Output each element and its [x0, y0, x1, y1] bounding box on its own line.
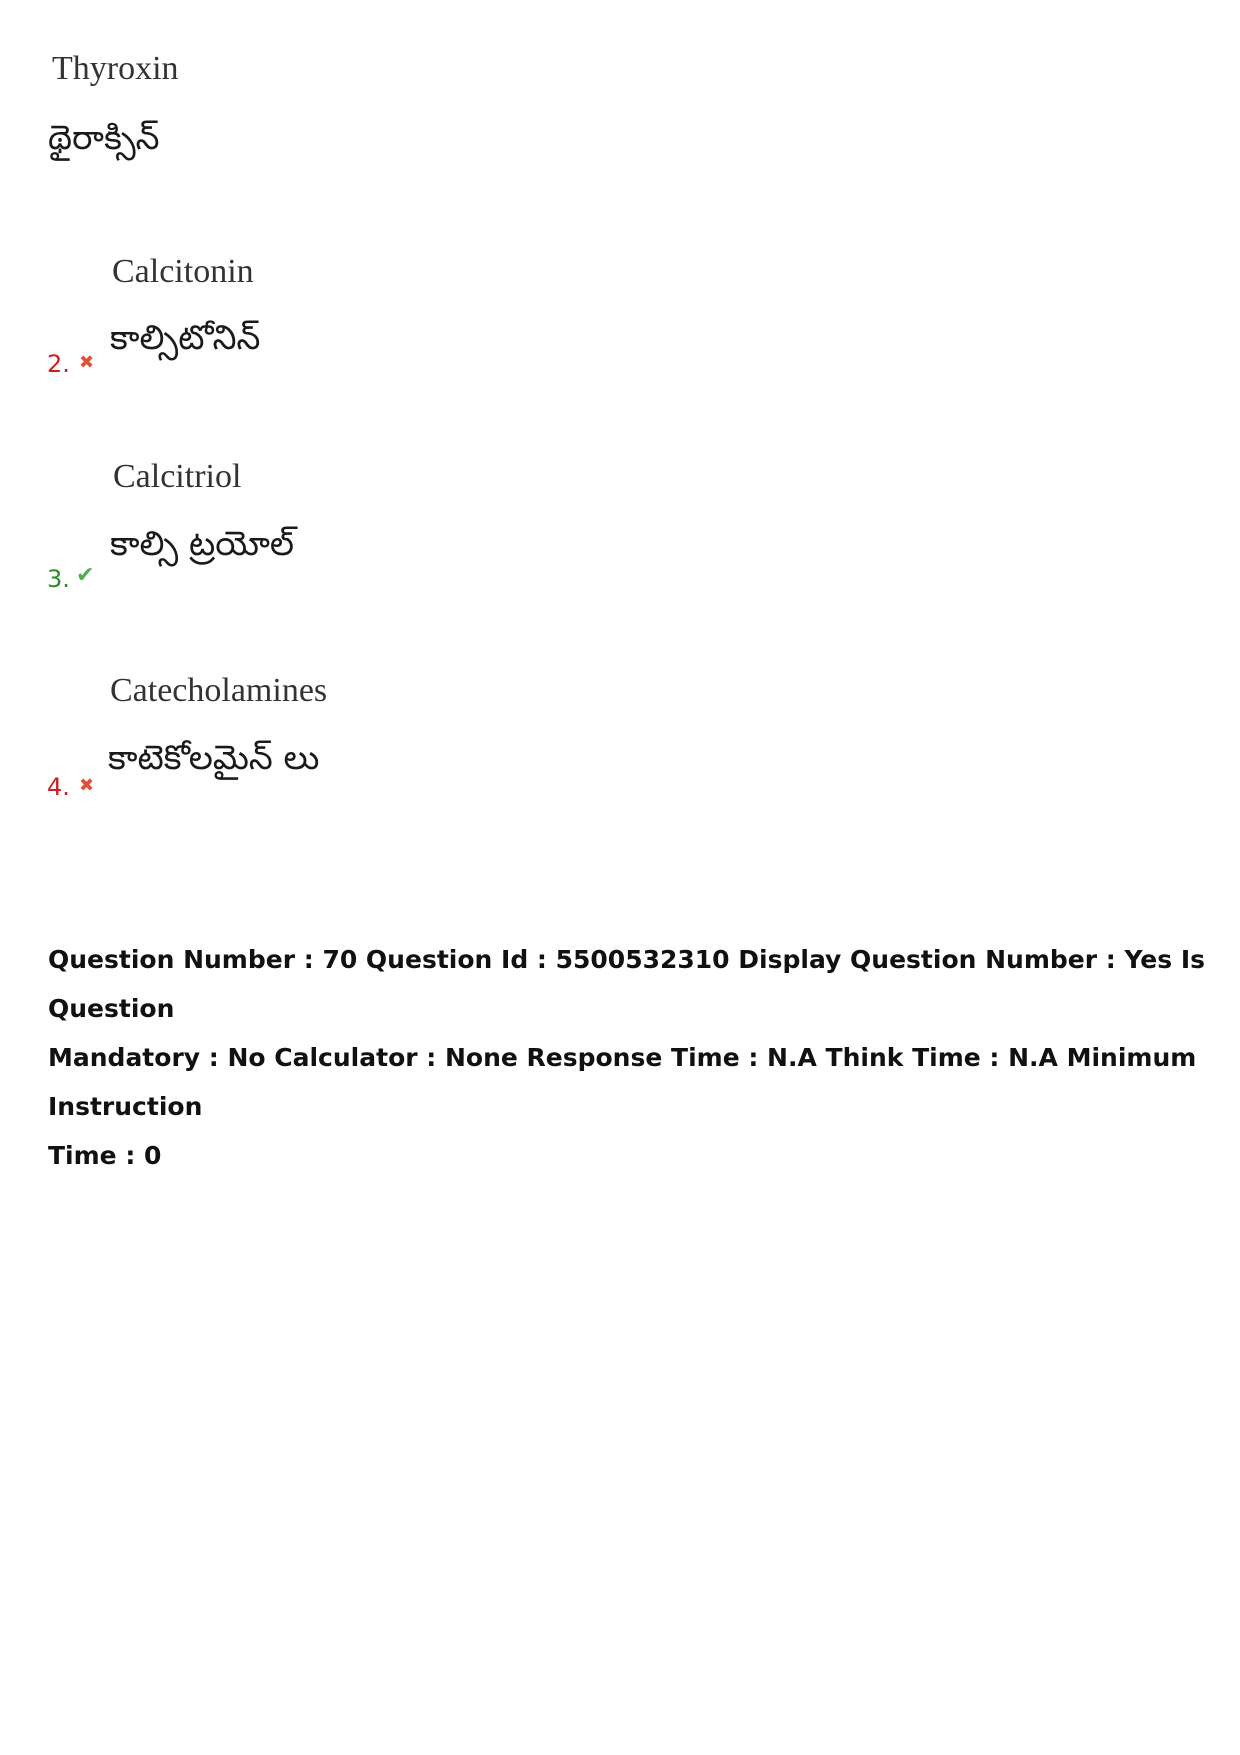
check-mark-icon: ✔: [76, 563, 95, 588]
wrong-mark-icon: ✖: [79, 352, 95, 373]
metadata-line: Question Number : 70 Question Id : 5500532310 Display Question Number : Yes Is Question: [48, 945, 1206, 1023]
option-telugu-text: థైరాక్సిన్: [48, 118, 160, 158]
option-english-text: Thyroxin: [52, 50, 179, 87]
option-number: 3.: [47, 565, 70, 593]
option-english-text: Calcitriol: [113, 458, 242, 495]
option-telugu-text: కాటెకోలమైన్ లు: [108, 738, 320, 778]
option-number: 4.: [47, 773, 70, 801]
option-telugu-text: కాల్సిటోనిన్: [110, 318, 261, 358]
metadata-line: Mandatory : No Calculator : None Response Time : N.A Think Time : N.A Minimum Instruction: [48, 1043, 1197, 1121]
option-telugu-text: కాల్సి ట్రయోల్: [110, 524, 295, 564]
question-metadata: [48, 935, 1218, 1180]
option-english-text: Catecholamines: [110, 672, 328, 709]
option-number: 2.: [47, 350, 70, 378]
wrong-mark-icon: ✖: [79, 775, 95, 796]
metadata-line: Time : 0: [48, 1141, 162, 1170]
option-english-text: Calcitonin: [112, 253, 254, 290]
